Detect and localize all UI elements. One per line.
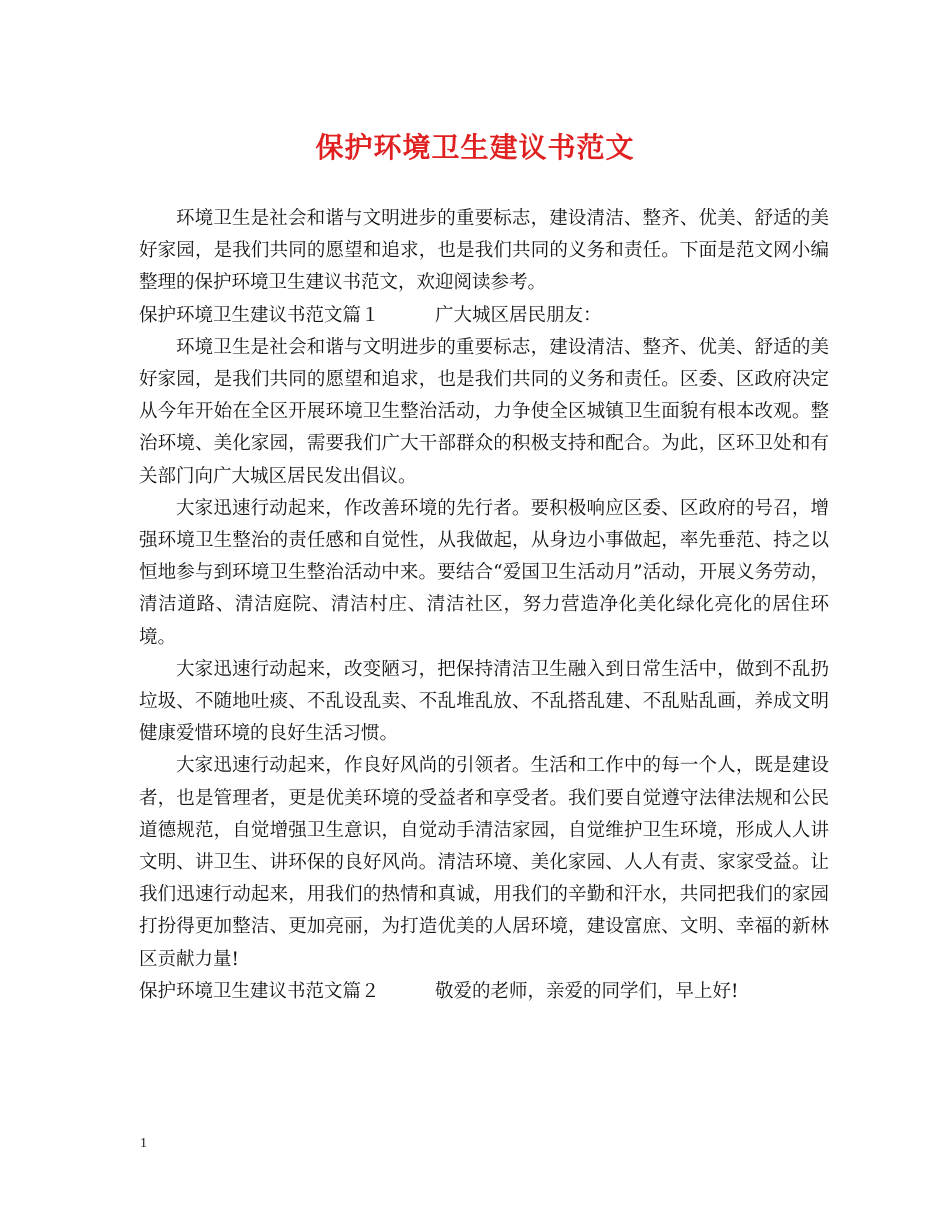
section-1-heading-line	[139, 300, 829, 332]
body-paragraph-4: 大家迅速行动起来，作良好风尚的引领者。生活和工作中的每一个人，既是建设者，也是管理者，更是优美环境的受益者和享受者。我们要自觉遵守法律法规和公民道德规范，自觉增强卫生意识，自觉动手清洁家园，自觉维护卫生环境，形成人人讲文明、讲卫生、讲环保的良好风尚。清洁环境、美化家园、人人有责、家家受益。让我们迅速行动起来，用我们的热情和真诚，用我们的辛勤和汗水，共同把我们的家园打扮得更加整洁、更加亮丽，为打造优美的人居环境，建设富庶、文明、幸福的新林区贡献力量!	[139, 755, 829, 970]
section-1-heading: 保护环境卫生建议书范文篇１	[139, 304, 380, 326]
section-2-heading: 保护环境卫生建议书范文篇２	[139, 980, 380, 1002]
section-2-salutation: 敬爱的老师，亲爱的同学们，早上好!	[435, 980, 739, 1002]
intro-paragraph: 环境卫生是社会和谐与文明进步的重要标志，建设清洁、整齐、优美、舒适的美好家园，是我们共同的愿望和追求，也是我们共同的义务和责任。下面是范文网小编整理的保护环境卫生建议书范文，欢迎阅读参考。	[139, 208, 829, 294]
body-paragraph-3: 大家迅速行动起来，改变陋习，把保持清洁卫生融入到日常生活中，做到不乱扔垃圾、不随地吐痰、不乱设乱卖、不乱堆乱放、不乱搭乱建、不乱贴乱画，养成文明健康爱惜环境的良好生活习惯。	[139, 658, 829, 745]
section-1-salutation: 广大城区居民朋友：	[435, 304, 602, 326]
page-number: 1	[140, 1136, 147, 1151]
section-2-heading-line	[139, 976, 829, 1008]
body-paragraph-1: 环境卫生是社会和谐与文明进步的重要标志，建设清洁、整齐、优美、舒适的美好家园，是我们共同的愿望和追求，也是我们共同的义务和责任。区委、区政府决定从今年开始在全区开展环境卫生整治活动，力争使全区城镇卫生面貌有根本改观。整治环境、美化家园，需要我们广大干部群众的积极支持和配合。为此，区环卫处和有关部门向广大城区居民发出倡议。	[139, 336, 829, 487]
document-body	[139, 203, 829, 1008]
body-paragraph-2: 大家迅速行动起来，作改善环境的先行者。要积极响应区委、区政府的号召，增强环境卫生整治的责任感和自觉性，从我做起，从身边小事做起，率先垂范、持之以恒地参与到环境卫生整治活动中来。要结合“爱国卫生活动月”活动，开展义务劳动，清洁道路、清洁庭院、清洁村庄、清洁社区，努力营造净化美化绿化亮化的居住环境。	[139, 497, 829, 648]
page-title: 保护环境卫生建议书范文	[315, 131, 635, 164]
